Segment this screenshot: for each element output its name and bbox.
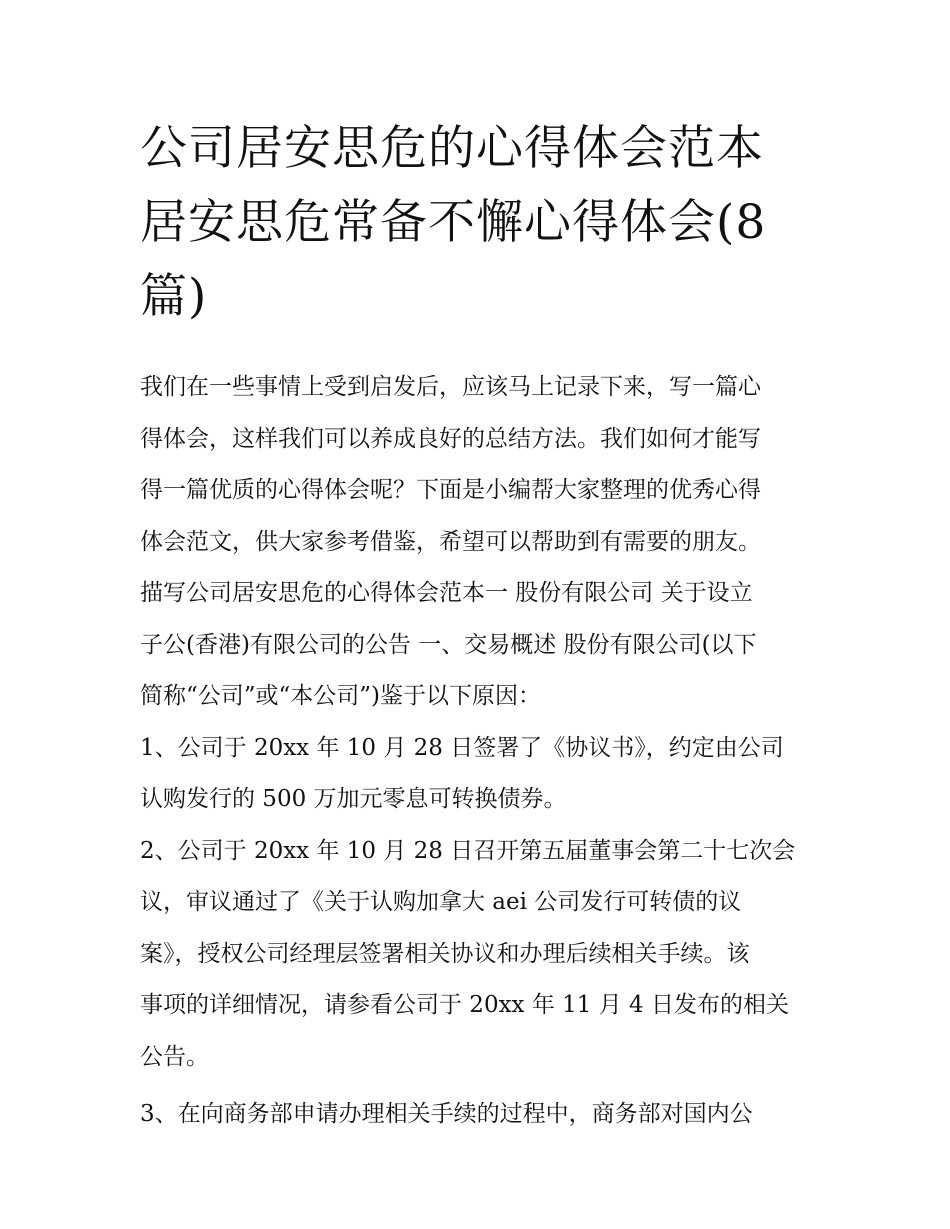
paragraph-intro xyxy=(140,362,830,568)
text-line: 我们在一些事情上受到启发后，应该马上记录下来，写一篇心 xyxy=(140,374,761,400)
document-body xyxy=(140,362,830,1141)
text-line: 议，审议通过了《关于认购加拿大 aei 公司发行可转债的议 xyxy=(140,889,742,915)
text-line: 3、在向商务部申请办理相关手续的过程中，商务部对国内公 xyxy=(140,1101,753,1127)
title-line: 篇) xyxy=(140,269,208,324)
text-line: 1、公司于 20xx 年 10 月 28 日签署了《协议书》，约定由公司 xyxy=(140,734,784,761)
text-line: 描写公司居安思危的心得体会范本一 股份有限公司 关于设立 xyxy=(140,580,753,606)
text-line: 公告。 xyxy=(140,1043,209,1070)
text-line: 得一篇优质的心得体会呢？下面是小编帮大家整理的优秀心得 xyxy=(140,477,761,503)
document-title xyxy=(140,112,830,334)
paragraph-announcement xyxy=(140,568,830,723)
text-line: 简称“公司”或“本公司”)鉴于以下原因： xyxy=(140,683,542,709)
title-line: 公司居安思危的心得体会范本 xyxy=(140,121,764,176)
text-line: 事项的详细情况，请参看公司于 20xx 年 11 月 4 日发布的相关 xyxy=(140,992,789,1018)
paragraph-item-3 xyxy=(140,1089,830,1141)
paragraph-item-2 xyxy=(140,826,830,1084)
text-line: 子公(香港)有限公司的公告 一、交易概述 股份有限公司(以下 xyxy=(140,631,757,658)
paragraph-item-1 xyxy=(140,723,830,826)
text-line: 2、公司于 20xx 年 10 月 28 日召开第五届董事会第二十七次会 xyxy=(140,837,796,864)
title-line: 居安思危常备不懈心得体会(8 xyxy=(140,195,767,250)
text-line: 案》，授权公司经理层签署相关协议和办理后续相关手续。该 xyxy=(140,940,750,967)
text-line: 认购发行的 500 万加元零息可转换债券。 xyxy=(140,786,567,812)
text-line: 得体会，这样我们可以养成良好的总结方法。我们如何才能写 xyxy=(140,425,761,452)
text-line: 体会范文，供大家参考借鉴，希望可以帮助到有需要的朋友。 xyxy=(140,528,761,555)
